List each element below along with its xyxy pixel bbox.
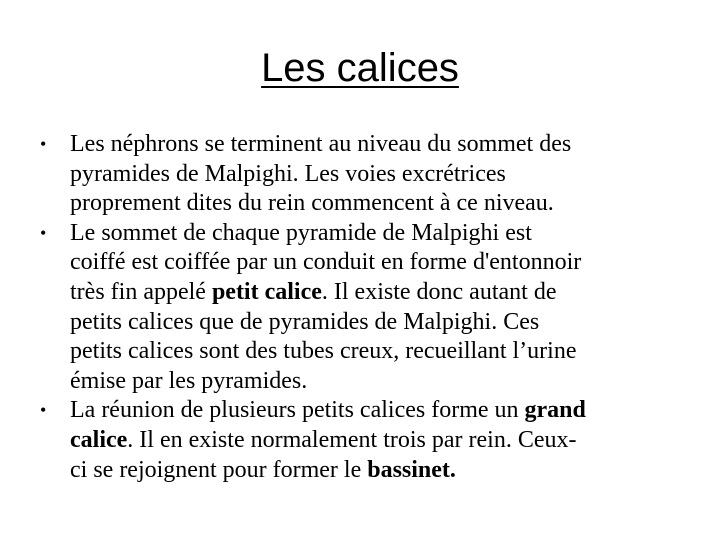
bullet-item-3 — [40, 396, 676, 485]
bullet-text-segment: . Il en existe normalement trois par rein. Ceux- — [127, 426, 577, 453]
bullet-line — [70, 456, 676, 486]
bullet-line: petits calices sont des tubes creux, recueillant l’urine — [70, 338, 577, 365]
bullet-marker: • — [40, 222, 47, 243]
bullet-text — [70, 396, 676, 485]
bullet-text — [70, 219, 676, 397]
bullet-text-segment: très fin appelé — [70, 278, 212, 305]
bullet-text-segment: . Il existe donc autant de — [321, 278, 557, 305]
bullet-text — [70, 130, 676, 219]
bullet-line — [70, 426, 676, 456]
bullet-line: coiffé est coiffée par un conduit en forme d'entonnoir — [70, 249, 582, 276]
bullet-line: Les néphrons se terminent au niveau du sommet des — [70, 131, 572, 157]
term-bassinet: bassinet. — [367, 456, 456, 483]
bullet-line: petits calices que de pyramides de Malpighi. Ces — [70, 308, 540, 335]
slide-title — [0, 42, 720, 94]
bullet-item-2 — [40, 219, 676, 397]
slide-title-text: Les calices — [261, 46, 459, 90]
bullet-line — [70, 278, 676, 308]
bullet-line: proprement dites du rein commencent à ce niveau. — [70, 190, 554, 217]
bullet-marker: • — [40, 400, 47, 421]
term-grand-calice-part2: calice — [70, 426, 128, 453]
bullet-line: pyramides de Malpighi. Les voies excrétrices — [70, 160, 506, 187]
term-grand-calice-part1: grand — [524, 397, 586, 424]
bullet-item-1 — [40, 130, 676, 219]
slide-body — [40, 130, 676, 485]
bullet-marker: • — [40, 134, 47, 154]
bullet-text-segment: ci se rejoignent pour former le — [70, 456, 368, 483]
bullet-text-segment: La réunion de plusieurs petits calices forme un — [70, 397, 525, 424]
term-petit-calice: petit calice — [211, 278, 322, 305]
bullet-line — [70, 396, 676, 426]
bullet-line: émise par les pyramides. — [70, 367, 308, 394]
bullet-line: Le sommet de chaque pyramide de Malpighi est — [70, 219, 532, 246]
